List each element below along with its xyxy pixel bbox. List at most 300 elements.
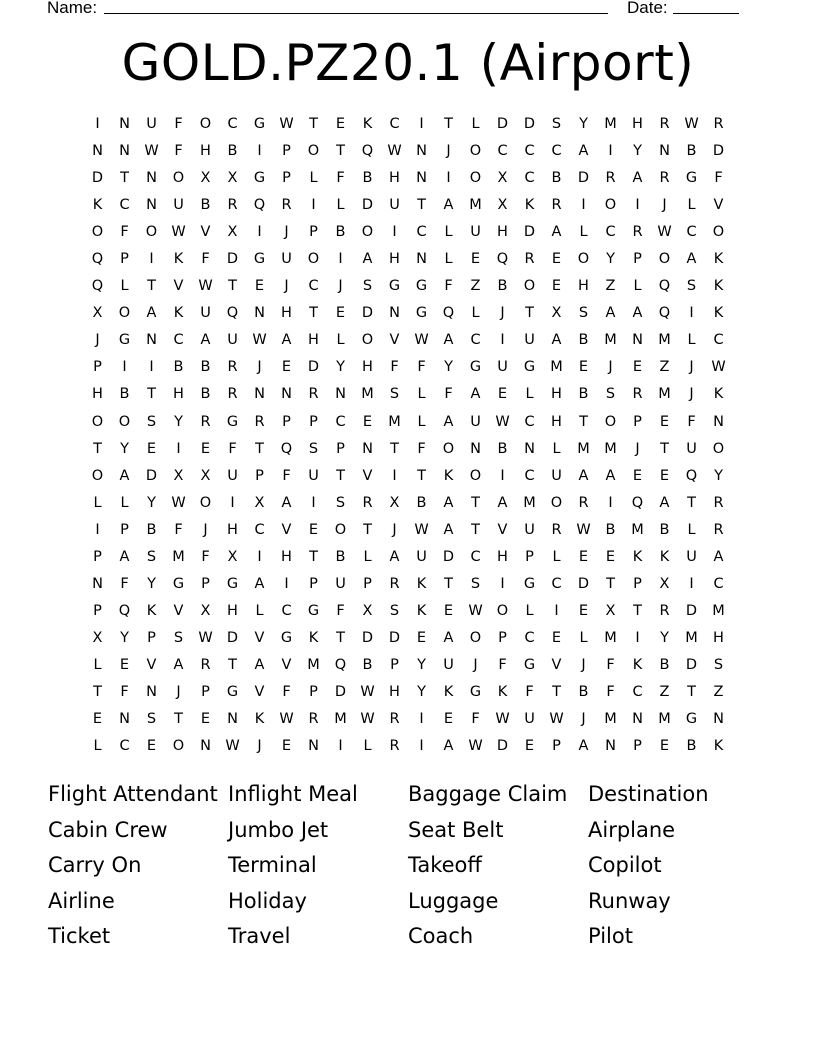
- grid-cell[interactable]: W: [468, 602, 483, 619]
- grid-cell[interactable]: W: [468, 738, 483, 755]
- grid-cell[interactable]: I: [392, 224, 397, 241]
- grid-cell[interactable]: Y: [147, 494, 156, 511]
- grid-cell[interactable]: C: [524, 143, 535, 160]
- grid-cell[interactable]: A: [443, 413, 454, 430]
- grid-cell[interactable]: K: [713, 278, 724, 295]
- grid-cell[interactable]: I: [257, 143, 262, 160]
- grid-cell[interactable]: K: [632, 548, 643, 565]
- grid-cell[interactable]: N: [524, 440, 535, 457]
- grid-cell[interactable]: O: [712, 440, 725, 457]
- grid-cell[interactable]: P: [282, 143, 291, 160]
- grid-cell[interactable]: E: [308, 521, 319, 538]
- grid-cell[interactable]: X: [92, 629, 103, 646]
- grid-cell[interactable]: A: [659, 494, 670, 511]
- grid-cell[interactable]: F: [201, 548, 210, 565]
- grid-cell[interactable]: N: [119, 116, 130, 132]
- grid-cell[interactable]: L: [336, 332, 345, 349]
- grid-cell[interactable]: J: [203, 521, 208, 538]
- grid-cell[interactable]: D: [226, 629, 239, 646]
- grid-cell[interactable]: T: [687, 494, 696, 511]
- grid-cell[interactable]: O: [604, 413, 617, 430]
- grid-cell[interactable]: U: [281, 251, 292, 268]
- grid-cell[interactable]: D: [523, 224, 536, 241]
- grid-cell[interactable]: W: [144, 143, 159, 160]
- grid-cell[interactable]: K: [173, 251, 184, 268]
- grid-cell[interactable]: B: [227, 143, 238, 160]
- grid-cell[interactable]: O: [91, 224, 104, 241]
- grid-cell[interactable]: M: [685, 629, 698, 646]
- grid-cell[interactable]: E: [659, 413, 670, 430]
- grid-cell[interactable]: V: [254, 629, 265, 646]
- grid-cell[interactable]: I: [500, 575, 505, 592]
- grid-cell[interactable]: T: [93, 440, 102, 457]
- grid-cell[interactable]: S: [173, 629, 184, 646]
- grid-cell[interactable]: G: [253, 251, 266, 268]
- grid-cell[interactable]: E: [254, 278, 265, 295]
- grid-cell[interactable]: C: [551, 143, 562, 160]
- grid-cell[interactable]: I: [689, 575, 694, 592]
- grid-cell[interactable]: K: [92, 197, 103, 214]
- grid-cell[interactable]: H: [200, 143, 211, 160]
- grid-cell[interactable]: A: [281, 332, 292, 349]
- grid-cell[interactable]: Q: [334, 656, 347, 673]
- grid-cell[interactable]: F: [417, 359, 426, 376]
- grid-cell[interactable]: L: [579, 224, 588, 241]
- grid-cell[interactable]: S: [389, 602, 400, 619]
- grid-cell[interactable]: W: [495, 711, 510, 728]
- grid-cell[interactable]: B: [200, 359, 211, 376]
- grid-cell[interactable]: L: [363, 738, 372, 755]
- grid-cell[interactable]: B: [416, 494, 427, 511]
- grid-cell[interactable]: U: [686, 440, 697, 457]
- grid-cell[interactable]: L: [93, 738, 102, 755]
- grid-cell[interactable]: H: [632, 116, 643, 132]
- grid-cell[interactable]: C: [389, 116, 400, 132]
- grid-cell[interactable]: O: [172, 170, 185, 187]
- grid-cell[interactable]: W: [360, 711, 375, 728]
- grid-cell[interactable]: M: [307, 656, 320, 673]
- grid-cell[interactable]: B: [362, 170, 373, 187]
- grid-cell[interactable]: W: [657, 224, 672, 241]
- grid-cell[interactable]: L: [93, 494, 102, 511]
- grid-cell[interactable]: W: [171, 494, 186, 511]
- grid-cell[interactable]: P: [93, 602, 102, 619]
- grid-cell[interactable]: W: [171, 224, 186, 241]
- grid-cell[interactable]: Z: [605, 278, 616, 295]
- grid-cell[interactable]: U: [227, 332, 238, 349]
- grid-cell[interactable]: A: [200, 332, 211, 349]
- grid-cell[interactable]: H: [227, 602, 238, 619]
- grid-cell[interactable]: O: [469, 629, 482, 646]
- grid-cell[interactable]: O: [361, 224, 374, 241]
- grid-cell[interactable]: L: [687, 197, 696, 214]
- grid-cell[interactable]: A: [443, 629, 454, 646]
- grid-cell[interactable]: T: [309, 116, 318, 132]
- grid-cell[interactable]: R: [551, 521, 562, 538]
- grid-cell[interactable]: F: [714, 170, 723, 187]
- grid-cell[interactable]: C: [524, 467, 535, 484]
- grid-cell[interactable]: I: [635, 629, 640, 646]
- grid-cell[interactable]: X: [497, 170, 508, 187]
- grid-cell[interactable]: R: [389, 711, 400, 728]
- grid-cell[interactable]: E: [362, 413, 373, 430]
- grid-cell[interactable]: T: [579, 413, 588, 430]
- grid-cell[interactable]: W: [414, 521, 429, 538]
- grid-cell[interactable]: X: [92, 305, 103, 322]
- grid-cell[interactable]: G: [388, 278, 401, 295]
- grid-cell[interactable]: E: [146, 440, 157, 457]
- grid-cell[interactable]: C: [416, 224, 427, 241]
- grid-cell[interactable]: U: [416, 548, 427, 565]
- grid-cell[interactable]: G: [253, 116, 266, 132]
- grid-cell[interactable]: U: [524, 332, 535, 349]
- grid-cell[interactable]: J: [284, 278, 289, 295]
- grid-cell[interactable]: E: [200, 440, 211, 457]
- grid-cell[interactable]: E: [200, 711, 211, 728]
- grid-cell[interactable]: P: [633, 251, 642, 268]
- grid-cell[interactable]: F: [174, 116, 183, 132]
- grid-cell[interactable]: V: [254, 683, 265, 700]
- grid-cell[interactable]: Q: [658, 305, 671, 322]
- grid-cell[interactable]: I: [689, 305, 694, 322]
- grid-cell[interactable]: R: [200, 413, 211, 430]
- grid-cell[interactable]: X: [389, 494, 400, 511]
- grid-cell[interactable]: S: [551, 116, 562, 132]
- grid-cell[interactable]: H: [389, 251, 400, 268]
- grid-cell[interactable]: N: [146, 332, 157, 349]
- grid-cell[interactable]: I: [149, 359, 154, 376]
- grid-cell[interactable]: O: [118, 413, 131, 430]
- grid-cell[interactable]: F: [228, 440, 237, 457]
- grid-cell[interactable]: S: [470, 575, 481, 592]
- grid-cell[interactable]: U: [497, 359, 508, 376]
- grid-cell[interactable]: H: [308, 332, 319, 349]
- grid-cell[interactable]: P: [120, 251, 129, 268]
- grid-cell[interactable]: Q: [91, 278, 104, 295]
- grid-cell[interactable]: F: [336, 170, 345, 187]
- grid-cell[interactable]: B: [200, 197, 211, 214]
- grid-cell[interactable]: R: [632, 224, 643, 241]
- grid-cell[interactable]: W: [414, 332, 429, 349]
- grid-cell[interactable]: T: [606, 575, 615, 592]
- grid-cell[interactable]: O: [172, 738, 185, 755]
- grid-cell[interactable]: K: [632, 656, 643, 673]
- grid-cell[interactable]: C: [713, 332, 724, 349]
- grid-cell[interactable]: P: [282, 413, 291, 430]
- grid-cell[interactable]: O: [199, 116, 212, 132]
- grid-cell[interactable]: J: [338, 278, 343, 295]
- grid-cell[interactable]: D: [91, 170, 104, 187]
- grid-cell[interactable]: W: [198, 278, 213, 295]
- grid-cell[interactable]: E: [335, 305, 346, 322]
- grid-cell[interactable]: N: [146, 170, 157, 187]
- grid-cell[interactable]: M: [604, 116, 617, 132]
- grid-cell[interactable]: E: [524, 738, 535, 755]
- grid-cell[interactable]: N: [200, 738, 211, 755]
- grid-cell[interactable]: Y: [336, 359, 345, 376]
- grid-cell[interactable]: X: [200, 602, 211, 619]
- grid-cell[interactable]: A: [686, 251, 697, 268]
- grid-cell[interactable]: H: [389, 683, 400, 700]
- grid-cell[interactable]: I: [419, 116, 424, 132]
- grid-cell[interactable]: D: [523, 116, 536, 132]
- grid-cell[interactable]: G: [523, 656, 536, 673]
- grid-cell[interactable]: D: [685, 602, 698, 619]
- grid-cell[interactable]: M: [604, 629, 617, 646]
- grid-cell[interactable]: Y: [174, 413, 183, 430]
- grid-cell[interactable]: K: [443, 467, 454, 484]
- grid-cell[interactable]: E: [551, 629, 562, 646]
- grid-cell[interactable]: U: [524, 521, 535, 538]
- grid-cell[interactable]: K: [254, 711, 265, 728]
- grid-cell[interactable]: C: [119, 197, 130, 214]
- grid-cell[interactable]: B: [173, 359, 184, 376]
- grid-cell[interactable]: W: [198, 629, 213, 646]
- grid-cell[interactable]: L: [255, 602, 264, 619]
- grid-cell[interactable]: D: [577, 170, 590, 187]
- grid-cell[interactable]: L: [687, 521, 696, 538]
- grid-cell[interactable]: B: [578, 386, 589, 403]
- date-blank-line[interactable]: [673, 13, 739, 14]
- grid-cell[interactable]: J: [176, 683, 181, 700]
- grid-cell[interactable]: L: [552, 548, 561, 565]
- grid-cell[interactable]: D: [442, 548, 455, 565]
- grid-cell[interactable]: I: [122, 359, 127, 376]
- grid-cell[interactable]: L: [687, 332, 696, 349]
- grid-cell[interactable]: M: [604, 711, 617, 728]
- grid-cell[interactable]: F: [471, 711, 480, 728]
- grid-cell[interactable]: A: [362, 251, 373, 268]
- grid-cell[interactable]: R: [551, 197, 562, 214]
- grid-cell[interactable]: M: [577, 440, 590, 457]
- grid-cell[interactable]: U: [173, 197, 184, 214]
- grid-cell[interactable]: O: [469, 467, 482, 484]
- grid-cell[interactable]: S: [362, 278, 373, 295]
- grid-cell[interactable]: B: [686, 738, 697, 755]
- grid-cell[interactable]: H: [227, 521, 238, 538]
- grid-cell[interactable]: M: [712, 602, 725, 619]
- grid-cell[interactable]: L: [579, 629, 588, 646]
- grid-cell[interactable]: B: [335, 224, 346, 241]
- grid-cell[interactable]: Q: [280, 440, 293, 457]
- grid-cell[interactable]: Y: [147, 575, 156, 592]
- grid-cell[interactable]: N: [92, 143, 103, 160]
- grid-cell[interactable]: P: [255, 467, 264, 484]
- grid-cell[interactable]: D: [685, 656, 698, 673]
- grid-cell[interactable]: X: [605, 602, 616, 619]
- grid-cell[interactable]: U: [227, 467, 238, 484]
- grid-cell[interactable]: V: [173, 278, 184, 295]
- grid-cell[interactable]: Y: [606, 251, 615, 268]
- grid-cell[interactable]: A: [632, 305, 643, 322]
- grid-cell[interactable]: O: [469, 170, 482, 187]
- grid-cell[interactable]: Y: [579, 116, 588, 132]
- grid-cell[interactable]: G: [469, 683, 482, 700]
- grid-cell[interactable]: Q: [442, 305, 455, 322]
- grid-cell[interactable]: J: [95, 332, 100, 349]
- grid-cell[interactable]: Y: [633, 143, 642, 160]
- grid-cell[interactable]: V: [200, 224, 211, 241]
- grid-cell[interactable]: L: [525, 386, 534, 403]
- grid-cell[interactable]: I: [338, 738, 343, 755]
- grid-cell[interactable]: G: [415, 278, 428, 295]
- grid-cell[interactable]: J: [500, 305, 505, 322]
- grid-cell[interactable]: O: [91, 413, 104, 430]
- grid-cell[interactable]: I: [176, 440, 181, 457]
- grid-cell[interactable]: V: [362, 467, 373, 484]
- grid-cell[interactable]: J: [392, 521, 397, 538]
- grid-cell[interactable]: G: [226, 413, 239, 430]
- grid-cell[interactable]: J: [284, 224, 289, 241]
- grid-cell[interactable]: S: [146, 711, 157, 728]
- grid-cell[interactable]: K: [713, 386, 724, 403]
- grid-cell[interactable]: T: [363, 521, 372, 538]
- grid-cell[interactable]: W: [549, 711, 564, 728]
- grid-cell[interactable]: A: [119, 548, 130, 565]
- grid-cell[interactable]: R: [389, 738, 400, 755]
- grid-cell[interactable]: O: [442, 440, 455, 457]
- grid-cell[interactable]: R: [605, 170, 616, 187]
- grid-cell[interactable]: F: [606, 656, 615, 673]
- grid-cell[interactable]: E: [443, 602, 454, 619]
- grid-cell[interactable]: T: [633, 602, 642, 619]
- grid-cell[interactable]: U: [389, 197, 400, 214]
- grid-cell[interactable]: T: [336, 143, 345, 160]
- grid-cell[interactable]: A: [173, 656, 184, 673]
- grid-cell[interactable]: U: [470, 224, 481, 241]
- grid-cell[interactable]: A: [497, 494, 508, 511]
- grid-cell[interactable]: T: [309, 305, 318, 322]
- grid-cell[interactable]: M: [361, 386, 374, 403]
- grid-cell[interactable]: X: [227, 170, 238, 187]
- grid-cell[interactable]: E: [632, 467, 643, 484]
- grid-cell[interactable]: G: [685, 170, 698, 187]
- grid-cell[interactable]: A: [578, 143, 589, 160]
- grid-cell[interactable]: T: [417, 197, 426, 214]
- grid-cell[interactable]: R: [281, 197, 292, 214]
- grid-cell[interactable]: M: [172, 548, 185, 565]
- grid-cell[interactable]: G: [280, 629, 293, 646]
- grid-cell[interactable]: H: [551, 386, 562, 403]
- grid-cell[interactable]: M: [550, 359, 563, 376]
- grid-cell[interactable]: V: [497, 521, 508, 538]
- grid-cell[interactable]: W: [711, 359, 726, 376]
- grid-cell[interactable]: A: [443, 738, 454, 755]
- grid-cell[interactable]: W: [387, 143, 402, 160]
- grid-cell[interactable]: Q: [631, 494, 644, 511]
- grid-cell[interactable]: J: [446, 143, 451, 160]
- grid-cell[interactable]: A: [578, 738, 589, 755]
- grid-cell[interactable]: F: [390, 359, 399, 376]
- grid-cell[interactable]: A: [443, 494, 454, 511]
- grid-cell[interactable]: H: [713, 629, 724, 646]
- grid-cell[interactable]: T: [309, 548, 318, 565]
- grid-cell[interactable]: L: [471, 116, 480, 132]
- grid-cell[interactable]: R: [200, 656, 211, 673]
- grid-cell[interactable]: V: [281, 521, 292, 538]
- grid-cell[interactable]: J: [689, 359, 694, 376]
- grid-cell[interactable]: W: [225, 738, 240, 755]
- grid-cell[interactable]: C: [551, 575, 562, 592]
- grid-cell[interactable]: K: [713, 305, 724, 322]
- grid-cell[interactable]: Q: [118, 602, 131, 619]
- grid-cell[interactable]: Y: [714, 467, 723, 484]
- grid-cell[interactable]: S: [335, 494, 346, 511]
- grid-cell[interactable]: G: [226, 575, 239, 592]
- grid-cell[interactable]: F: [444, 386, 453, 403]
- grid-cell[interactable]: C: [686, 224, 697, 241]
- grid-cell[interactable]: O: [577, 251, 590, 268]
- grid-cell[interactable]: F: [282, 467, 291, 484]
- grid-cell[interactable]: E: [659, 467, 670, 484]
- grid-cell[interactable]: X: [497, 197, 508, 214]
- grid-cell[interactable]: F: [336, 602, 345, 619]
- grid-cell[interactable]: I: [338, 251, 343, 268]
- grid-cell[interactable]: B: [497, 278, 508, 295]
- grid-cell[interactable]: F: [687, 413, 696, 430]
- grid-cell[interactable]: L: [444, 251, 453, 268]
- grid-cell[interactable]: L: [363, 548, 372, 565]
- grid-cell[interactable]: M: [631, 521, 644, 538]
- grid-cell[interactable]: I: [311, 197, 316, 214]
- grid-cell[interactable]: O: [199, 494, 212, 511]
- grid-cell[interactable]: H: [578, 278, 589, 295]
- grid-cell[interactable]: P: [120, 521, 129, 538]
- grid-cell[interactable]: W: [576, 521, 591, 538]
- grid-cell[interactable]: Y: [417, 656, 426, 673]
- grid-cell[interactable]: A: [551, 332, 562, 349]
- grid-cell[interactable]: A: [470, 386, 481, 403]
- grid-cell[interactable]: T: [417, 467, 426, 484]
- grid-cell[interactable]: C: [470, 548, 481, 565]
- grid-cell[interactable]: A: [578, 467, 589, 484]
- grid-cell[interactable]: W: [360, 683, 375, 700]
- grid-cell[interactable]: E: [92, 711, 103, 728]
- grid-cell[interactable]: F: [174, 143, 183, 160]
- grid-cell[interactable]: H: [281, 305, 292, 322]
- grid-cell[interactable]: N: [389, 305, 400, 322]
- grid-cell[interactable]: L: [93, 656, 102, 673]
- grid-cell[interactable]: F: [120, 683, 129, 700]
- grid-cell[interactable]: L: [336, 197, 345, 214]
- grid-cell[interactable]: J: [662, 197, 667, 214]
- grid-cell[interactable]: I: [392, 467, 397, 484]
- grid-cell[interactable]: M: [334, 711, 347, 728]
- grid-cell[interactable]: S: [308, 440, 319, 457]
- grid-cell[interactable]: V: [713, 197, 724, 214]
- grid-cell[interactable]: G: [523, 575, 536, 592]
- grid-cell[interactable]: S: [146, 548, 157, 565]
- grid-cell[interactable]: T: [120, 170, 129, 187]
- name-blank-line[interactable]: [104, 13, 608, 14]
- grid-cell[interactable]: F: [120, 575, 129, 592]
- grid-cell[interactable]: N: [470, 440, 481, 457]
- grid-cell[interactable]: O: [307, 251, 320, 268]
- grid-cell[interactable]: C: [470, 332, 481, 349]
- grid-cell[interactable]: R: [713, 521, 724, 538]
- grid-cell[interactable]: B: [146, 521, 157, 538]
- grid-cell[interactable]: N: [416, 143, 427, 160]
- grid-cell[interactable]: U: [308, 467, 319, 484]
- grid-cell[interactable]: T: [228, 656, 237, 673]
- grid-cell[interactable]: C: [524, 413, 535, 430]
- grid-cell[interactable]: T: [444, 116, 453, 132]
- grid-cell[interactable]: Q: [361, 143, 374, 160]
- grid-cell[interactable]: U: [335, 575, 346, 592]
- grid-cell[interactable]: H: [497, 548, 508, 565]
- grid-cell[interactable]: L: [525, 602, 534, 619]
- grid-cell[interactable]: N: [254, 386, 265, 403]
